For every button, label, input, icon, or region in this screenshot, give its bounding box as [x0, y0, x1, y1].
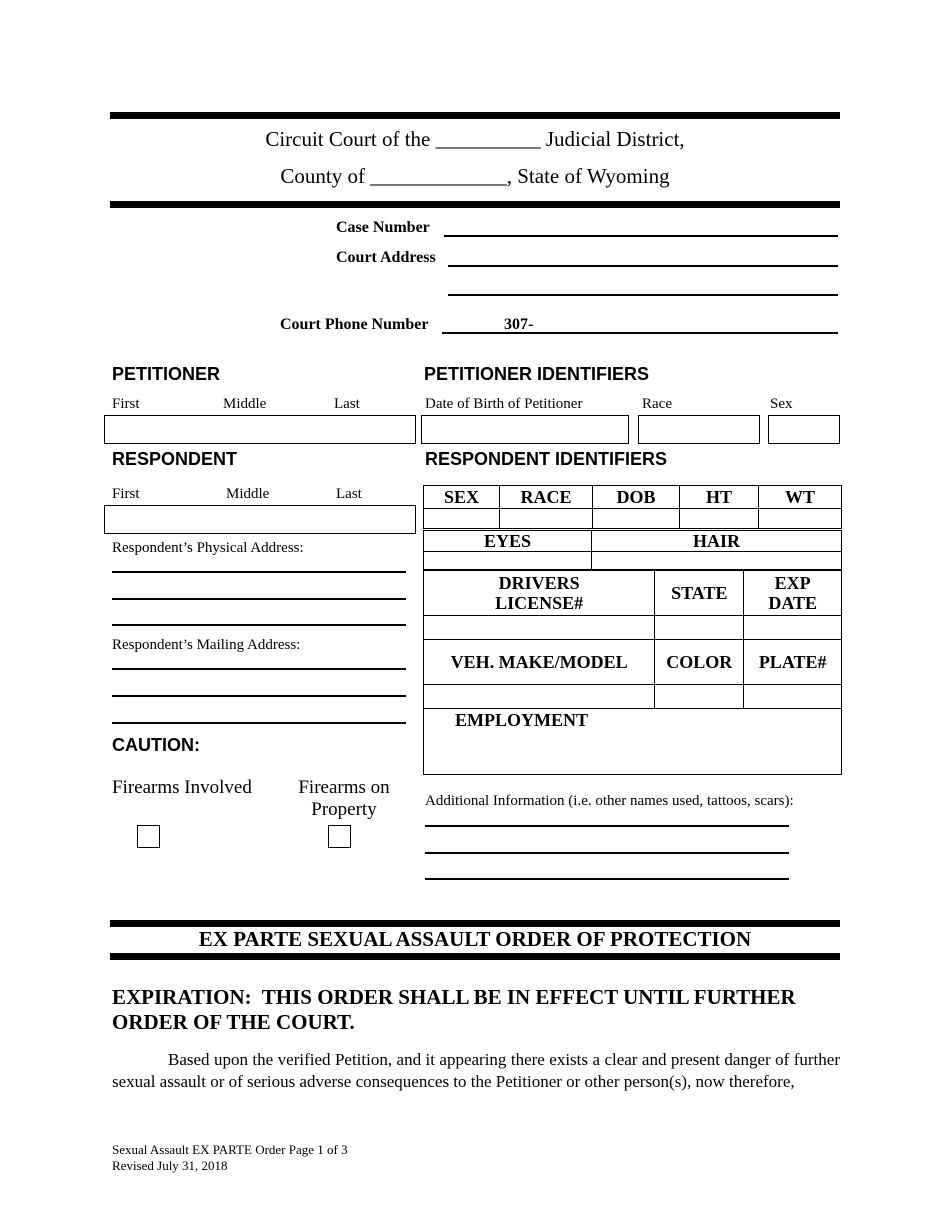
petitioner-sex-input[interactable]: [768, 415, 840, 444]
firearms-property-label: Firearms on Property: [298, 777, 390, 820]
court-phone-value: 307-: [504, 316, 534, 333]
additional-info-line-1[interactable]: [425, 825, 789, 827]
mailing-address-line-2[interactable]: [112, 695, 406, 697]
respondent-identifiers-table-1: [423, 485, 842, 529]
top-rule: [110, 112, 840, 119]
petitioner-name-input[interactable]: [104, 415, 416, 444]
drivers-license-cell[interactable]: [424, 616, 655, 640]
eyes-header: EYES: [424, 531, 592, 552]
petitioner-last-label: Last: [334, 396, 360, 412]
petitioner-identifiers-heading: PETITIONER IDENTIFIERS: [424, 364, 650, 384]
expiration-label: EXPIRATION: [112, 985, 245, 1009]
mailing-address-line-3[interactable]: [112, 722, 406, 724]
employment-label: EMPLOYMENT: [455, 710, 588, 730]
wt-header: WT: [759, 486, 842, 509]
case-number-field[interactable]: [444, 235, 838, 237]
petitioner-dob-input[interactable]: [421, 415, 629, 444]
court-phone-label: Court Phone Number: [280, 316, 429, 333]
court-address-field-2[interactable]: [448, 294, 838, 296]
mailing-address-line-1[interactable]: [112, 668, 406, 670]
header-bottom-rule: [110, 201, 840, 208]
additional-info-line-2[interactable]: [425, 852, 789, 854]
sex-cell[interactable]: [424, 509, 500, 529]
hair-cell[interactable]: [592, 552, 842, 570]
hair-header: HAIR: [592, 531, 842, 552]
plate-cell[interactable]: [744, 685, 842, 709]
respondent-last-label: Last: [336, 486, 362, 502]
physical-address-line-3[interactable]: [112, 624, 406, 626]
state-cell[interactable]: [655, 616, 744, 640]
state-header: STATE: [655, 571, 744, 616]
ht-header: HT: [680, 486, 759, 509]
footer-page: Sexual Assault EX PARTE Order Page 1 of 3: [112, 1142, 348, 1157]
title-bottom-rule: [110, 953, 840, 960]
respondent-heading: RESPONDENT: [112, 449, 238, 469]
veh-make-model-header: VEH. MAKE/MODEL: [424, 640, 655, 685]
petitioner-first-label: First: [112, 396, 140, 412]
physical-address-line-1[interactable]: [112, 571, 406, 573]
color-header: COLOR: [655, 640, 744, 685]
petitioner-dob-label: Date of Birth of Petitioner: [425, 396, 583, 412]
footer-revised: Revised July 31, 2018: [112, 1158, 228, 1173]
court-phone-field[interactable]: [442, 332, 838, 334]
ht-cell[interactable]: [680, 509, 759, 529]
veh-make-model-cell[interactable]: [424, 685, 655, 709]
additional-info-label: Additional Information (i.e. other names used, tattoos, scars):: [425, 793, 794, 809]
sex-header: SEX: [424, 486, 500, 509]
court-district-line: Circuit Court of the __________ Judicial District,: [265, 127, 685, 151]
exp-date-cell[interactable]: [744, 616, 842, 640]
county-state-line: County of _____________, State of Wyoming: [280, 164, 670, 188]
caution-heading: CAUTION:: [112, 735, 200, 755]
eyes-cell[interactable]: [424, 552, 592, 570]
respondent-identifiers-table-3: [423, 570, 842, 709]
order-title: EX PARTE SEXUAL ASSAULT ORDER OF PROTECTION: [198, 927, 752, 951]
respondent-first-label: First: [112, 486, 140, 502]
court-address-field-1[interactable]: [448, 265, 838, 267]
respondent-identifiers-table-2: [423, 530, 842, 570]
petitioner-heading: PETITIONER: [112, 364, 221, 384]
physical-address-label: Respondent’s Physical Address:: [112, 540, 304, 556]
additional-info-line-3[interactable]: [425, 878, 789, 880]
title-top-rule: [110, 920, 840, 927]
drivers-license-header: DRIVERS LICENSE#: [424, 571, 655, 616]
color-cell[interactable]: [655, 685, 744, 709]
dob-header: DOB: [593, 486, 680, 509]
firearms-involved-checkbox[interactable]: [137, 825, 160, 848]
race-header: RACE: [500, 486, 593, 509]
physical-address-line-2[interactable]: [112, 598, 406, 600]
petitioner-race-input[interactable]: [638, 415, 760, 444]
firearms-involved-label: Firearms Involved: [112, 777, 252, 798]
case-number-label: Case Number: [336, 219, 430, 236]
respondent-name-input[interactable]: [104, 505, 416, 534]
plate-header: PLATE#: [744, 640, 842, 685]
petitioner-race-label: Race: [642, 396, 672, 412]
petitioner-sex-label: Sex: [770, 396, 793, 412]
mailing-address-label: Respondent’s Mailing Address:: [112, 637, 301, 653]
race-cell[interactable]: [500, 509, 593, 529]
court-address-label: Court Address: [336, 249, 436, 266]
petitioner-middle-label: Middle: [223, 396, 267, 412]
wt-cell[interactable]: [759, 509, 842, 529]
expiration-statement: EXPIRATION: THIS ORDER SHALL BE IN EFFECT UNTIL FURTHER ORDER OF THE COURT.: [112, 985, 796, 1034]
respondent-identifiers-heading: RESPONDENT IDENTIFIERS: [425, 449, 668, 469]
expiration-text: THIS ORDER SHALL BE IN EFFECT UNTIL FURTHER ORDER OF THE COURT.: [112, 985, 796, 1034]
firearms-property-checkbox[interactable]: [328, 825, 351, 848]
exp-date-header: EXP DATE: [744, 571, 842, 616]
respondent-middle-label: Middle: [226, 486, 270, 502]
dob-cell[interactable]: [593, 509, 680, 529]
order-body-text: Based upon the verified Petition, and it appearing there exists a clear and present danger of further sexual assault or of serious adverse consequences to the Petitioner or other person(s), now therefore,: [112, 1050, 840, 1091]
